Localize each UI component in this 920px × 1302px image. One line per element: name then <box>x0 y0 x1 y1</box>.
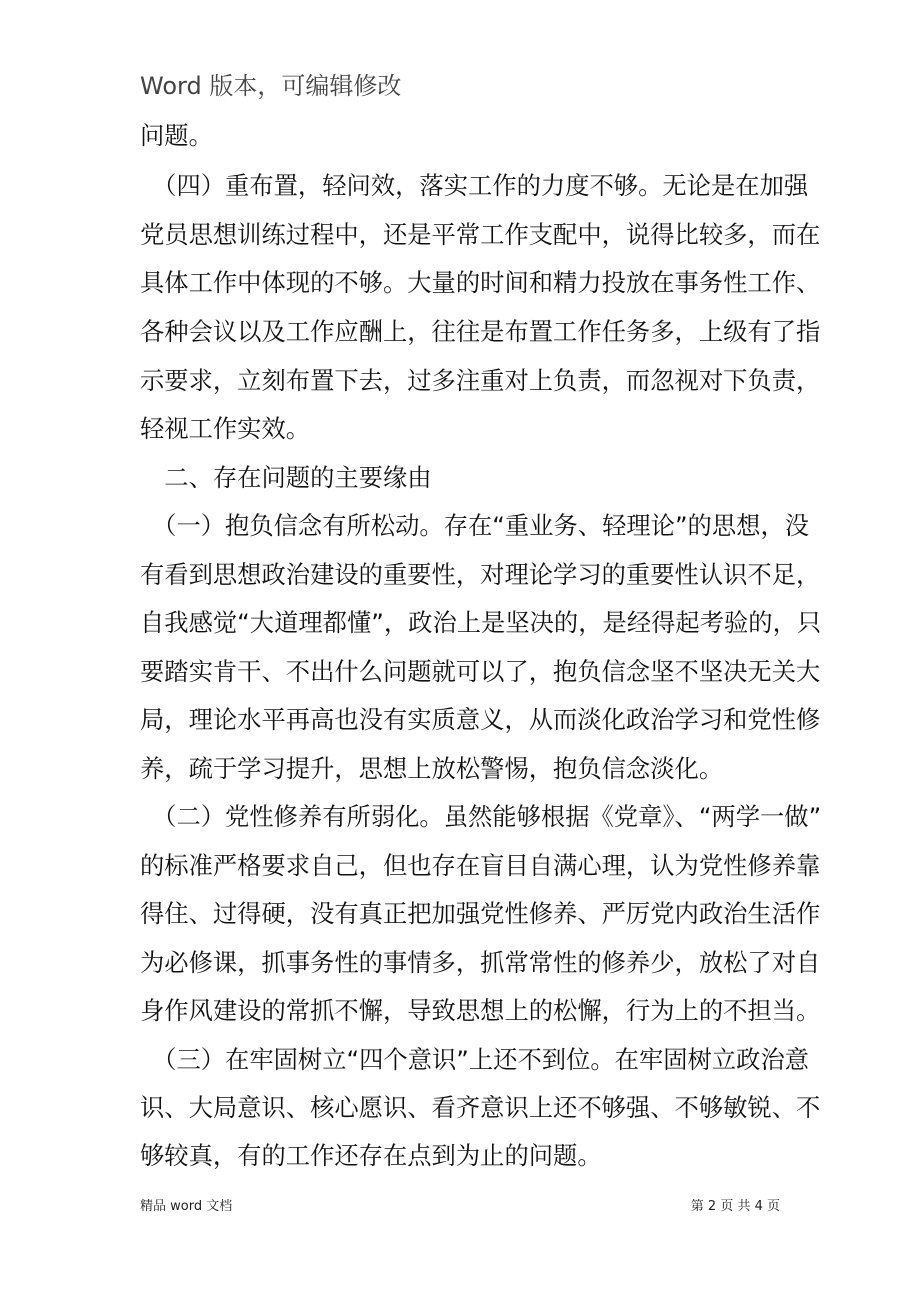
text-line: 要踏实肯干、不出什么问题就可以了，抱负信念坚不坚决无关大 <box>140 657 821 686</box>
text-line: （四）重布置，轻问效，落实工作的力度不够。无论是在加强 <box>140 171 809 200</box>
text-line: 具体工作中体现的不够。大量的时间和精力投放在事务性工作、 <box>140 268 821 297</box>
text-line: 局，理论水平再高也没有实质意义，从而淡化政治学习和党性修 <box>140 705 821 734</box>
text-line: 的标准严格要求自己，但也存在盲目自满心理，认为党性修养靠 <box>140 851 821 880</box>
text-line: 轻视工作实效。 <box>140 414 311 443</box>
page-number: 第 2 页 共 4 页 <box>690 1199 780 1214</box>
text-line: 够较真，有的工作还存在点到为止的问题。 <box>140 1141 602 1170</box>
page-header-title: Word 版本，可编辑修改 <box>140 72 402 100</box>
text-line: 有看到思想政治建设的重要性，对理论学习的重要性认识不足， <box>140 560 821 589</box>
text-line: 养，疏于学习提升，思想上放松警惕，抱负信念淡化。 <box>140 754 724 783</box>
text-line: 为必修课，抓事务性的事情多，抓常常性的修养少，放松了对自 <box>140 948 821 977</box>
text-line: （二）党性修养有所弱化。虽然能够根据《党章》、“两学一做” <box>140 802 822 831</box>
text-line: （三）在牢固树立“四个意识”上还不到位。在牢固树立政治意 <box>140 1045 810 1074</box>
section-heading: 二、存在问题的主要缘由 <box>140 463 432 492</box>
text-line: 身作风建设的常抓不懈，导致思想上的松懈，行为上的不担当。 <box>140 996 821 1025</box>
text-line: 示要求，立刻布置下去，过多注重对上负责，而忽视对下负责， <box>140 366 821 395</box>
text-line: 问题。 <box>140 121 213 150</box>
text-line: 党员思想训练过程中，还是平常工作支配中，说得比较多，而在 <box>140 220 821 249</box>
footer-label: 精品 word 文档 <box>140 1199 233 1214</box>
text-line: 各种会议以及工作应酬上，往往是布置工作任务多，上级有了指 <box>140 317 821 346</box>
text-line: （一）抱负信念有所松动。存在“重业务、轻理论”的思想，没 <box>140 511 810 540</box>
text-line: 识、大局意识、核心愿识、看齐意识上还不够强、不够敏锐、不 <box>140 1093 821 1122</box>
text-line: 得住、过得硬，没有真正把加强党性修养、严厉党内政治生活作 <box>140 899 821 928</box>
text-line: 自我感觉“大道理都懂”，政治上是坚决的，是经得起考验的，只 <box>140 608 822 637</box>
